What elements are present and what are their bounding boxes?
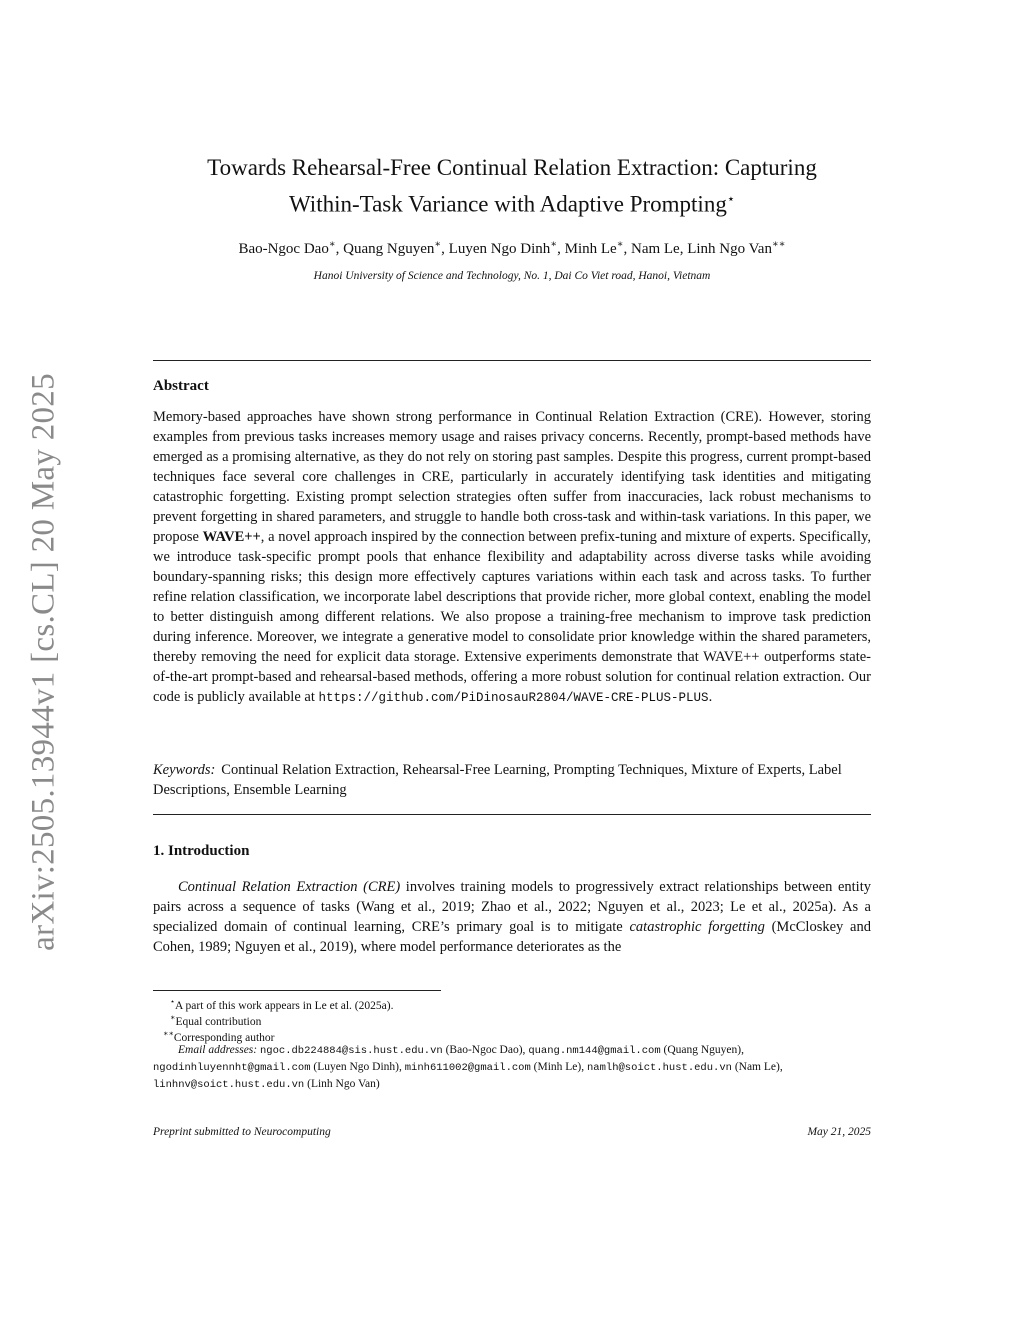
email-link[interactable]: minh611002@gmail.com [404,1062,531,1074]
title-line-1: Towards Rehearsal-Free Continual Relation Extraction: Capturing [207,155,817,180]
email-link[interactable]: ngoc.db224884@sis.hust.edu.vn [259,1045,443,1057]
title-footnote-mark[interactable]: ⋆ [726,191,735,206]
section-heading-introduction: 1. Introduction [153,843,250,859]
abstract-heading: Abstract [153,378,209,394]
author: Minh Le∗, [564,239,631,257]
paper-title [153,152,871,220]
footnote-rule [153,990,441,991]
abstract-bottom-rule [153,814,871,815]
email-link[interactable]: namlh@soict.hust.edu.vn [587,1062,732,1074]
footnote-3: ∗∗Corresponding author [163,1029,275,1044]
author: Quang Nguyen∗, [343,239,449,257]
author: Linh Ngo Van∗∗ [687,239,786,257]
top-rule [153,360,871,361]
author: Bao-Ngoc Dao∗, [238,239,344,257]
footer-preprint-note: Preprint submitted to Neurocomputing [153,1126,331,1138]
author: Luyen Ngo Dinh∗, [448,239,565,257]
footnote-2: ∗Equal contribution [170,1013,262,1028]
author: Nam Le, [630,241,688,257]
email-link[interactable]: linhnv@soict.hust.edu.vn [153,1079,305,1091]
author-list [153,239,871,258]
method-name: WAVE++ [202,529,261,545]
introduction-paragraph: Continual Relation Extraction (CRE) involves training models to progressively extract relationships between entity pairs across a sequence of tasks (Wang et al., 2019; Zhao et al., 2022; Nguyen et al., 2023; Le et al., 2025a). As a specialized domain of continual learning, CRE’s primary goal is to mitigate catastrophic forgetting (McCloskey and Cohen, 1989; Nguyen et al., 2019), where model performance deteriorates as the [153,879,871,955]
affiliation: Hanoi University of Science and Technology, No. 1, Dai Co Viet road, Hanoi, Vietnam [313,270,711,282]
keywords-text: Continual Relation Extraction, Rehearsal-Free Learning, Prompting Techniques, Mixture of Experts, Label Descriptions, Ensemble Learning [153,762,842,798]
email-link[interactable]: ngodinhluyennht@gmail.com [153,1062,311,1074]
footer-date: May 21, 2025 [807,1126,871,1138]
arxiv-id[interactable]: arXiv:2505.13944v1 [cs.CL] 20 May 2025 [25,373,62,951]
title-line-2: Within-Task Variance with Adaptive Prompting [289,191,727,217]
keywords [153,760,871,800]
code-url-link[interactable]: https://github.com/PiDinosauR2804/WAVE-CRE-PLUS-PLUS [318,691,709,705]
abstract-body: Memory-based approaches have shown strong performance in Continual Relation Extraction (CRE). However, storing examples from previous tasks increases memory usage and raises privacy concerns. Recently, prompt-based methods have emerged as a promising alternative, as they do not rely on storing past samples. Despite this progress, current prompt-based techniques face several core challenges in CRE, particularly in accurately identifying task identities and mitigating catastrophic forgetting. Existing prompt selection strategies often suffer from inaccuracies, lack robust mechanisms to prevent forgetting in shared parameters, and struggle to handle both cross-task and within-task variations. In this paper, we propose WAVE++, a novel approach inspired by the connection between prefix-tuning and mixture of experts. Specifically, we introduce task-specific prompt pools that enhance flexibility and adaptability across diverse tasks while avoiding boundary-spanning risks; this design more effectively captures variations within each task and across tasks. To further refine relation classification, we incorporate label descriptions that provide richer, more global context, enabling the model to better distinguish among different relations. We also propose a training-free mechanism to improve task prediction during inference. Moreover, we integrate a generative model to consolidate prior knowledge within the shared parameters, thereby removing the need for explicit data storage. Extensive experiments demonstrate that WAVE++ outperforms state-of-the-art prompt-based and rehearsal-based methods, offering a more robust solution for continual relation extraction. Our code is publicly available at https://github.com/PiDinosauR2804/WAVE-CRE-PLUS-PLUS. [153,409,871,705]
email-link[interactable]: quang.nm144@gmail.com [528,1045,661,1057]
footnote-1: ⋆A part of this work appears in Le et al. (2025a). [170,997,394,1012]
keywords-label: Keywords: [153,762,216,778]
email-addresses: Email addresses: ngoc.db224884@sis.hust.edu.vn (Bao-Ngoc Dao), quang.nm144@gmail.com (Quang Nguyen), ngodinhluyennht@gmail.com (Luyen Ngo Dinh), minh611002@gmail.com (Minh Le), namlh@soict.hust.edu.vn (Nam Le), linhnv@soict.hust.edu.vn (Linh Ngo Van) [153,1044,783,1091]
